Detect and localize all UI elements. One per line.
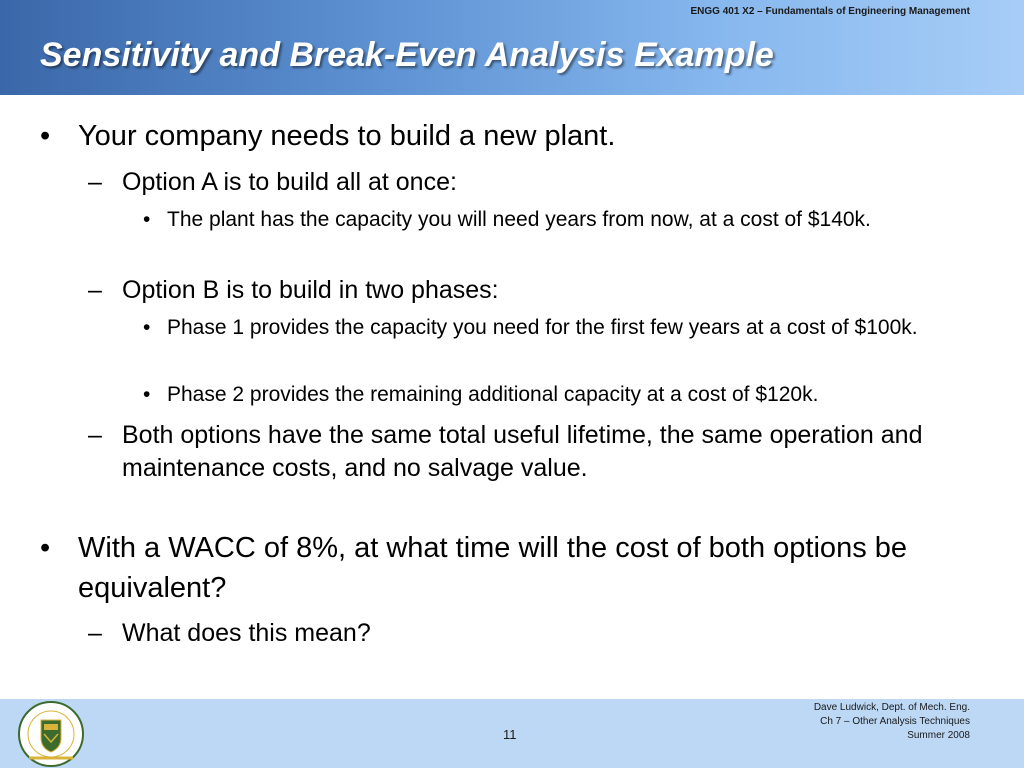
bullet-marker: • [40,120,51,152]
sub-sub-bullet-text: The plant has the capacity you will need years from now, at a cost of $140k. [167,208,871,231]
bullet-marker: • [40,532,51,564]
bullet-marker: • [143,208,151,231]
sub-sub-bullet-item [143,313,967,343]
sub-bullet-item [88,419,992,485]
sub-bullet-text: Option B is to build in two phases: [122,276,499,304]
bullet-item [40,116,988,156]
university-crest-logo [15,700,87,768]
sub-sub-bullet-text: Phase 2 provides the remaining additional capacity at a cost of $120k. [167,383,819,406]
bullet-text: Your company needs to build a new plant. [78,120,616,152]
bullet-marker: • [143,383,151,406]
footer-credits [814,701,970,743]
sub-bullet-item [88,617,992,650]
header-banner [0,0,1024,95]
sub-bullet-text: What does this mean? [122,619,371,647]
term-line: Summer 2008 [907,730,970,741]
sub-sub-bullet-item [143,380,967,410]
dash-marker: – [88,276,102,304]
page-number: 11 [503,727,517,742]
bullet-marker: • [143,316,151,339]
author-line: Dave Ludwick, Dept. of Mech. Eng. [813,702,970,713]
dash-marker: – [88,619,102,647]
bullet-text: With a WACC of 8%, at what time will the cost of both options be equivalent? [78,532,908,604]
chapter-line: Ch 7 – Other Analysis Techniques [820,716,970,727]
sub-bullet-item [88,166,992,199]
dash-marker: – [88,421,102,449]
sub-bullet-item [88,274,992,307]
slide-title: Sensitivity and Break-Even Analysis Example [40,36,774,74]
sub-sub-bullet-item [143,205,967,235]
sub-bullet-text: Option A is to build all at once: [122,168,457,196]
dash-marker: – [88,168,102,196]
sub-sub-bullet-text: Phase 1 provides the capacity you need for the first few years at a cost of $100k. [167,316,918,339]
course-title: ENGG 401 X2 – Fundamentals of Engineering Management [690,6,970,17]
sub-bullet-text: Both options have the same total useful lifetime, the same operation and maintenance costs, and no salvage value. [122,421,923,482]
bullet-item [40,528,988,608]
